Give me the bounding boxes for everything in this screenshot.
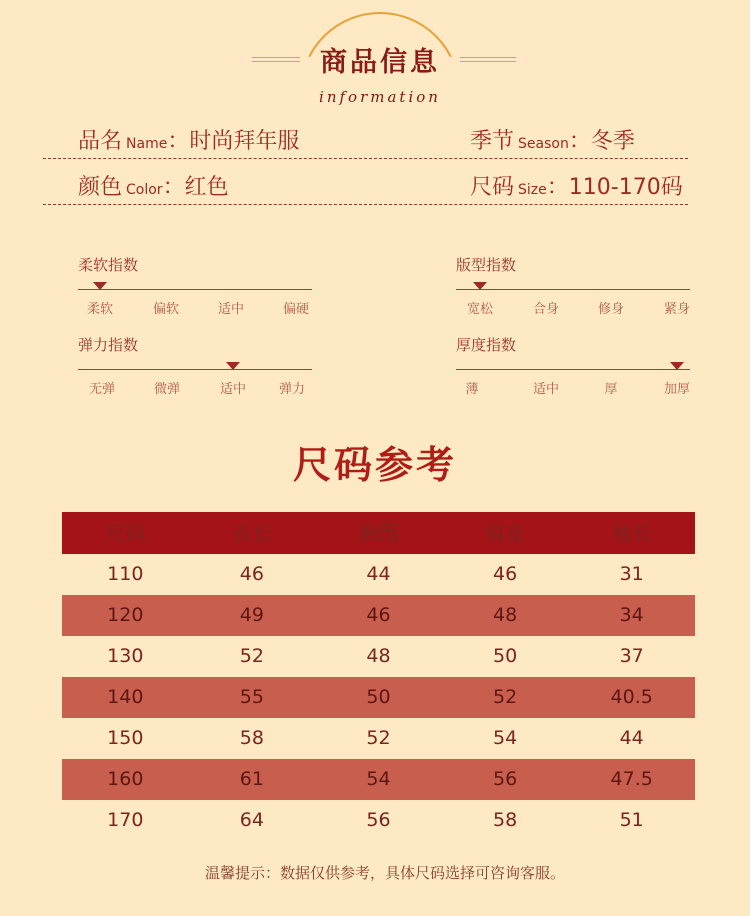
table-cell: 54 bbox=[366, 768, 391, 790]
size-chart-title: 尺码参考 bbox=[292, 443, 457, 487]
index-title: 版型指数 bbox=[456, 256, 517, 274]
info-color-label: 颜色 bbox=[78, 175, 123, 200]
info-size bbox=[470, 170, 683, 201]
index-option-label: 合身 bbox=[532, 302, 560, 317]
info-name-label: 品名 bbox=[78, 129, 123, 154]
table-row bbox=[62, 759, 695, 800]
index-option-label: 弹力 bbox=[278, 382, 306, 397]
index-option-label: 微弹 bbox=[153, 382, 181, 397]
index-marker bbox=[93, 282, 107, 290]
index-elasticity bbox=[78, 334, 312, 414]
index-thickness bbox=[456, 334, 690, 414]
table-cell: 52 bbox=[366, 727, 391, 749]
info-color bbox=[78, 170, 229, 201]
table-cell: 56 bbox=[492, 768, 518, 790]
index-marker bbox=[226, 362, 240, 370]
index-option-label: 厚 bbox=[604, 382, 618, 397]
table-header-cell: 袖长 bbox=[611, 521, 652, 545]
table-row bbox=[62, 718, 695, 759]
size-table-header bbox=[62, 512, 695, 554]
table-cell: 150 bbox=[107, 727, 144, 749]
table-cell: 52 bbox=[239, 645, 264, 667]
index-option-label: 适中 bbox=[219, 382, 247, 397]
table-cell: 46 bbox=[239, 563, 264, 585]
table-row bbox=[62, 554, 695, 595]
table-cell: 55 bbox=[239, 686, 264, 708]
info-divider-2 bbox=[43, 204, 688, 205]
table-cell: 58 bbox=[492, 809, 518, 831]
table-cell: 46 bbox=[492, 563, 518, 585]
size-table bbox=[62, 512, 695, 841]
table-cell: 110 bbox=[107, 563, 144, 585]
table-cell: 31 bbox=[619, 563, 644, 585]
table-cell: 56 bbox=[366, 809, 391, 831]
table-cell: 34 bbox=[619, 604, 644, 626]
info-size-label-en: Size bbox=[518, 182, 547, 198]
table-cell: 47.5 bbox=[610, 768, 653, 790]
index-option-label: 适中 bbox=[217, 302, 245, 317]
info-size-label: 尺码 bbox=[470, 175, 515, 200]
info-divider-1 bbox=[43, 158, 688, 159]
table-cell: 51 bbox=[619, 809, 644, 831]
table-cell: 46 bbox=[366, 604, 391, 626]
table-cell: 52 bbox=[492, 686, 518, 708]
section-title-product-info: 商品信息 bbox=[320, 47, 440, 78]
index-option-label: 适中 bbox=[532, 382, 560, 397]
index-track bbox=[78, 289, 312, 290]
table-cell: 61 bbox=[239, 768, 264, 790]
info-color-value: 红色 bbox=[184, 175, 229, 200]
info-season-label: 季节 bbox=[470, 129, 515, 154]
section-subtitle-information: information bbox=[319, 88, 441, 106]
table-cell: 48 bbox=[366, 645, 391, 667]
index-option-label: 加厚 bbox=[663, 382, 691, 397]
header-line-left bbox=[252, 57, 300, 58]
table-cell: 44 bbox=[619, 727, 644, 749]
header-line-right-lower bbox=[460, 61, 516, 62]
table-cell: 130 bbox=[107, 645, 144, 667]
table-row bbox=[62, 677, 695, 718]
table-cell: 160 bbox=[107, 768, 144, 790]
info-season-value: 冬季 bbox=[590, 129, 635, 154]
index-option-label: 偏硬 bbox=[282, 302, 310, 317]
index-title: 柔软指数 bbox=[78, 256, 139, 274]
info-name-value: 时尚拜年服 bbox=[189, 129, 300, 154]
table-cell: 120 bbox=[107, 604, 144, 626]
index-title: 厚度指数 bbox=[456, 336, 517, 354]
info-season-colon: ： bbox=[568, 129, 591, 154]
table-header-cell: 尺码 bbox=[105, 521, 146, 545]
table-row bbox=[62, 636, 695, 677]
info-size-colon: ： bbox=[546, 175, 569, 200]
tip-note: 温馨提示：数据仅供参考，具体尺码选择可咨询客服。 bbox=[204, 864, 565, 882]
index-option-label: 宽松 bbox=[466, 302, 494, 317]
table-cell: 50 bbox=[492, 645, 518, 667]
index-option-label: 紧身 bbox=[663, 302, 691, 317]
index-softness bbox=[78, 254, 312, 334]
info-name-label-en: Name bbox=[126, 136, 168, 152]
index-track bbox=[456, 369, 690, 370]
info-season bbox=[470, 124, 635, 155]
header-line-right bbox=[460, 57, 516, 58]
table-header-cell: 肩宽 bbox=[485, 521, 526, 545]
table-cell: 58 bbox=[239, 727, 264, 749]
table-cell: 54 bbox=[492, 727, 518, 749]
index-marker bbox=[473, 282, 487, 290]
table-cell: 44 bbox=[366, 563, 391, 585]
table-row bbox=[62, 595, 695, 636]
info-name bbox=[78, 124, 299, 155]
index-marker bbox=[670, 362, 684, 370]
size-table-body bbox=[62, 554, 695, 841]
table-cell: 37 bbox=[619, 645, 644, 667]
info-size-value: 110-170码 bbox=[568, 175, 683, 200]
table-cell: 48 bbox=[492, 604, 518, 626]
table-header-cell: 衣长 bbox=[231, 521, 272, 545]
table-cell: 40.5 bbox=[610, 686, 653, 708]
index-track bbox=[456, 289, 690, 290]
table-cell: 50 bbox=[366, 686, 391, 708]
table-cell: 140 bbox=[107, 686, 144, 708]
header-line-left-lower bbox=[252, 61, 300, 62]
table-cell: 49 bbox=[239, 604, 264, 626]
info-color-colon: ： bbox=[162, 175, 185, 200]
index-option-label: 修身 bbox=[597, 302, 625, 317]
index-title: 弹力指数 bbox=[78, 336, 139, 354]
info-season-label-en: Season bbox=[518, 136, 569, 152]
index-track bbox=[78, 369, 312, 370]
table-row bbox=[62, 800, 695, 841]
index-option-label: 无弹 bbox=[88, 382, 116, 397]
info-color-label-en: Color bbox=[126, 182, 163, 198]
info-name-colon: ： bbox=[167, 129, 190, 154]
index-fit bbox=[456, 254, 690, 334]
table-cell: 170 bbox=[107, 809, 144, 831]
index-option-label: 偏软 bbox=[152, 302, 180, 317]
index-option-label: 薄 bbox=[465, 382, 479, 397]
index-option-label: 柔软 bbox=[86, 302, 114, 317]
table-cell: 64 bbox=[239, 809, 264, 831]
table-header-cell: 胸围 bbox=[358, 521, 399, 545]
